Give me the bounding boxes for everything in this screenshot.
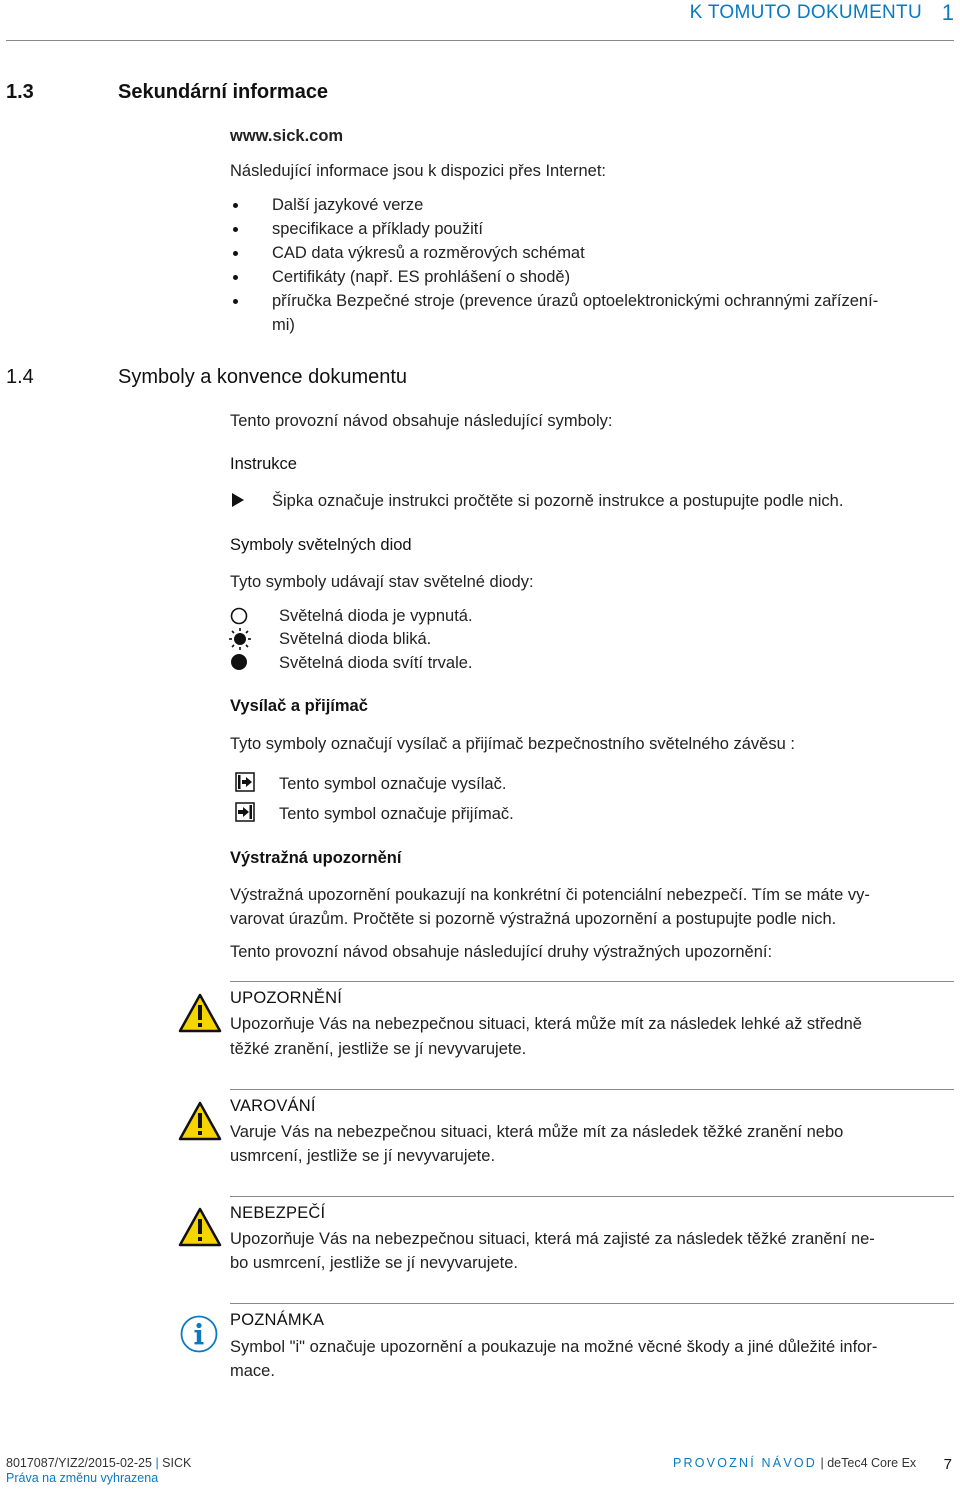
caution-text-line-2: těžké zranění, jestliže se jí nevyvarujete. xyxy=(230,1040,527,1058)
header-divider xyxy=(6,40,954,41)
warning-triangle-icon xyxy=(178,1207,222,1247)
document-id: 8017087/YIZ2/2015-02-25 xyxy=(6,1456,152,1470)
warning-triangle-icon xyxy=(178,1101,222,1141)
footer-doc-type: PROVOZNÍ NÁVOD xyxy=(673,1456,818,1470)
led-off-text: Světelná dioda je vypnutá. xyxy=(279,607,473,625)
section-heading-1-4 xyxy=(6,366,407,389)
note-text-line-1: Symbol "i" označuje upozornění a poukazuje na možné věcné škody a jiné důležité infor- xyxy=(230,1338,878,1356)
note-text-line-2: mace. xyxy=(230,1362,275,1380)
danger-text-line-2: bo usmrcení, jestliže se jí nevyvarujete. xyxy=(230,1254,518,1272)
warnings-paragraph-line-2: varovat úrazům. Pročtěte si pozorně výstražná upozornění a postupujte podle nich. xyxy=(230,910,837,928)
running-header-title: K TOMUTO DOKUMENTU xyxy=(689,2,922,23)
footer-rights: Práva na změnu vyhrazena xyxy=(6,1471,159,1485)
led-on-icon xyxy=(230,653,248,671)
list-item-continuation: mi) xyxy=(272,316,295,334)
footer-doc-info: PROVOZNÍ NÁVOD | deTec4 Core Ex xyxy=(673,1456,917,1470)
caution-divider xyxy=(230,981,954,982)
footer-product: deTec4 Core Ex xyxy=(827,1456,917,1470)
page-number: 7 xyxy=(943,1456,952,1473)
warning-text-line-1: Varuje Vás na nebezpečnou situaci, která může mít za následek těžké zranění nebo xyxy=(230,1123,844,1141)
intro-paragraph: Následující informace jsou k dispozici přes Internet: xyxy=(230,162,607,180)
section-heading-1-3 xyxy=(6,81,328,104)
warning-text-line-2: usmrcení, jestliže se jí nevyvarujete. xyxy=(230,1147,496,1165)
instruction-arrow-icon xyxy=(232,493,244,507)
danger-title: NEBEZPEČÍ xyxy=(230,1204,326,1222)
chapter-number: 1 xyxy=(941,0,954,25)
receiver-text: Tento symbol označuje přijímač. xyxy=(279,805,514,823)
list-item: příručka Bezpečné stroje (prevence úrazů optoelektronickými ochrannými zařízení- xyxy=(230,289,955,313)
warnings-paragraph-line-1: Výstražná upozornění poukazují na konkrétní či potenciální nebezpečí. Tím se máte vy- xyxy=(230,886,870,904)
caution-title: UPOZORNĚNÍ xyxy=(230,989,343,1007)
info-icon xyxy=(180,1315,218,1353)
warning-title: VAROVÁNÍ xyxy=(230,1097,316,1115)
caution-text-line-1: Upozorňuje Vás na nebezpečnou situaci, která může mít za následek lehké až středně xyxy=(230,1015,862,1033)
section-title: Symboly a konvence dokumentu xyxy=(118,366,408,388)
section-title: Sekundární informace xyxy=(118,81,329,103)
section-number: 1.4 xyxy=(6,366,34,388)
led-blink-icon xyxy=(228,628,252,650)
footer-doc-id: 8017087/YIZ2/2015-02-25 | SICK xyxy=(6,1456,192,1470)
subheading-warnings: Výstražná upozornění xyxy=(230,849,402,867)
website-link[interactable]: www.sick.com xyxy=(230,127,344,145)
symbols-intro: Tento provozní návod obsahuje následující symboly: xyxy=(230,412,613,430)
section-number: 1.3 xyxy=(6,81,34,103)
note-title: POZNÁMKA xyxy=(230,1311,325,1329)
note-divider xyxy=(230,1303,954,1304)
warning-triangle-icon xyxy=(178,993,222,1033)
danger-divider xyxy=(230,1196,954,1197)
subheading-instructions: Instrukce xyxy=(230,455,297,473)
led-off-icon xyxy=(230,607,248,625)
warnings-types-intro: Tento provozní návod obsahuje následující druhy výstražných upozornění: xyxy=(230,943,773,961)
list-item: CAD data výkresů a rozměrových schémat xyxy=(230,241,955,265)
subheading-sender-receiver: Vysílač a přijímač xyxy=(230,697,368,715)
sender-receiver-intro: Tyto symboly označují vysílač a přijímač bezpečnostního světelného závěsu : xyxy=(230,735,795,753)
list-item: Další jazykové verze xyxy=(230,193,955,217)
led-on-text: Světelná dioda svítí trvale. xyxy=(279,654,473,672)
list-item: Certifikáty (např. ES prohlášení o shodě) xyxy=(230,265,955,289)
warning-divider xyxy=(230,1089,954,1090)
led-intro: Tyto symboly udávají stav světelné diody: xyxy=(230,573,534,591)
footer-brand: SICK xyxy=(162,1456,192,1470)
sender-text: Tento symbol označuje vysílač. xyxy=(279,775,507,793)
instruction-text: Šipka označuje instrukci pročtěte si pozorně instrukce a postupujte podle nich. xyxy=(272,492,844,510)
led-blink-text: Světelná dioda bliká. xyxy=(279,630,432,648)
list-item: specifikace a příklady použití xyxy=(230,217,955,241)
resources-list xyxy=(230,193,955,313)
danger-text-line-1: Upozorňuje Vás na nebezpečnou situaci, která má zajisté za následek těžké zranění ne- xyxy=(230,1230,875,1248)
sender-icon xyxy=(235,772,255,792)
receiver-icon xyxy=(235,802,255,822)
subheading-led-symbols: Symboly světelných diod xyxy=(230,536,412,554)
